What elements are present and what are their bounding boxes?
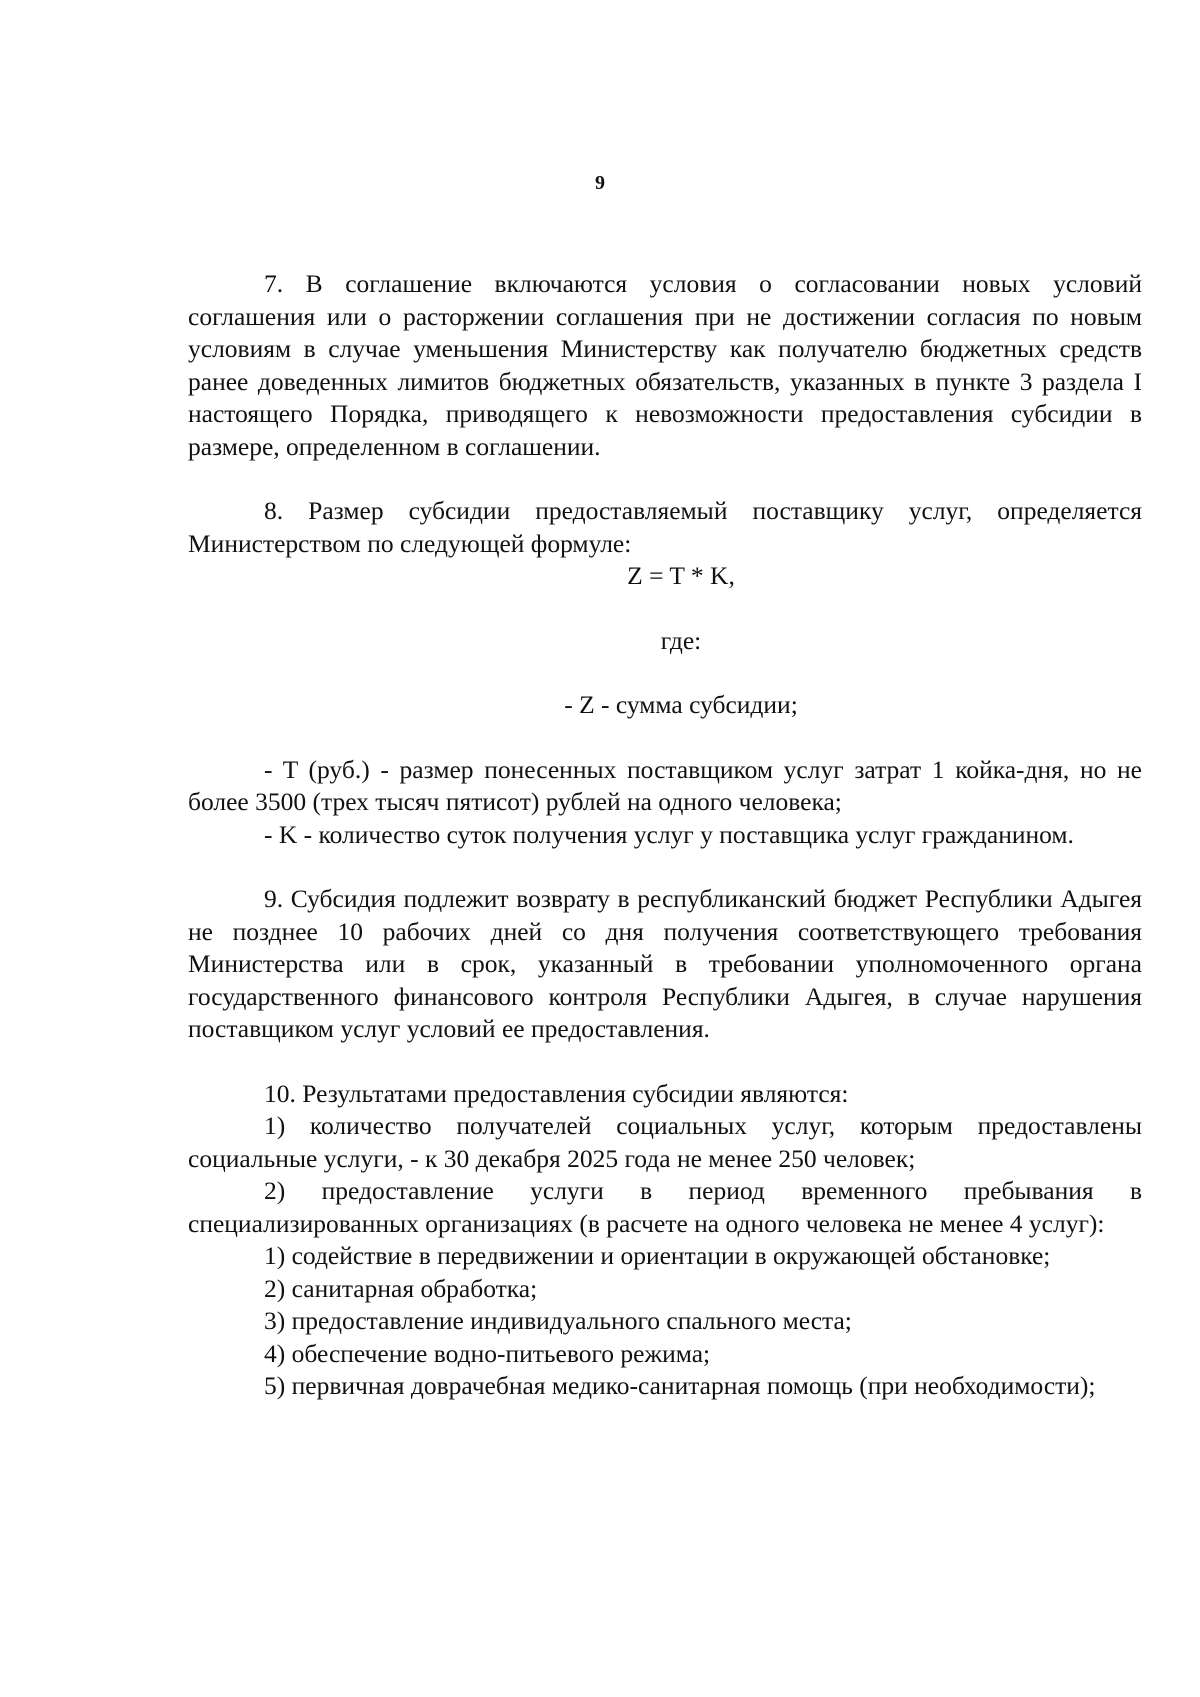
result-1: 1) количество получателей социальных услуг, которым предоставлены социальные услуги, - к 30 декабря 2025 года не менее 250 человек; [188, 1111, 1142, 1173]
formula-t-definition: - T (руб.) - размер понесенных поставщиком услуг затрат 1 койка-дня, но не более 3500 (трех тысяч пятисот) рублей на одного человека; [188, 754, 1142, 816]
document-body [188, 268, 1142, 1403]
clause-10 [188, 1078, 1142, 1403]
list-item: 4) обеспечение водно-питьевого режима; [264, 1338, 711, 1368]
page-number: 9 [595, 172, 605, 194]
subsidy-formula: Z = T * K, [627, 561, 735, 590]
clause-7 [188, 268, 1142, 463]
list-item: 5) первичная доврачебная медико-санитарная помощь (при необходимости); [264, 1371, 1096, 1400]
formula-k-definition: - K - количество суток получения услуг у поставщика услуг гражданином. [264, 819, 1074, 849]
clause-10-intro: 10. Результатами предоставления субсидии являются: [264, 1078, 849, 1108]
clause-8-intro: 8. Размер субсидии предоставляемый поставщику услуг, определяется Министерством по следующей формуле: [188, 496, 1142, 558]
list-item: 2) санитарная обработка; [264, 1273, 538, 1303]
clause-9 [188, 883, 1142, 1046]
clause-9-text: 9. Субсидия подлежит возврату в республиканский бюджет Республики Адыгея не позднее 10 рабочих дней со дня получения соответствующего требования Министерства или в срок, указанный в требовании уполномоченного органа государственного финансового контроля Республики Адыгея, в случае нарушения поставщиком услуг условий ее предоставления. [188, 884, 1142, 1043]
clause-8 [188, 495, 1142, 851]
result-2: 2) предоставление услуги в период временного пребывания в специализированных организациях (в расчете на одного человека не менее 4 услуг): [188, 1176, 1142, 1238]
list-item: 3) предоставление индивидуального спального места; [264, 1306, 852, 1335]
formula-z-definition: - Z - сумма субсидии; [564, 690, 798, 719]
clause-7-text: 7. В соглашение включаются условия о согласовании новых условий соглашения или о расторжении соглашения при не достижении согласия по новым условиям в случае уменьшения Министерству как получателю бюджетных средств ранее доведенных лимитов бюджетных обязательств, указанных в пункте 3 раздела I настоящего Порядка, приводящего к невозможности предоставления субсидии в размере, определенном в соглашении. [188, 269, 1142, 461]
formula-where-label: где: [660, 625, 702, 655]
services-list [188, 1240, 1142, 1403]
list-item: 1) содействие в передвижении и ориентации в окружающей обстановке; [264, 1241, 1051, 1270]
